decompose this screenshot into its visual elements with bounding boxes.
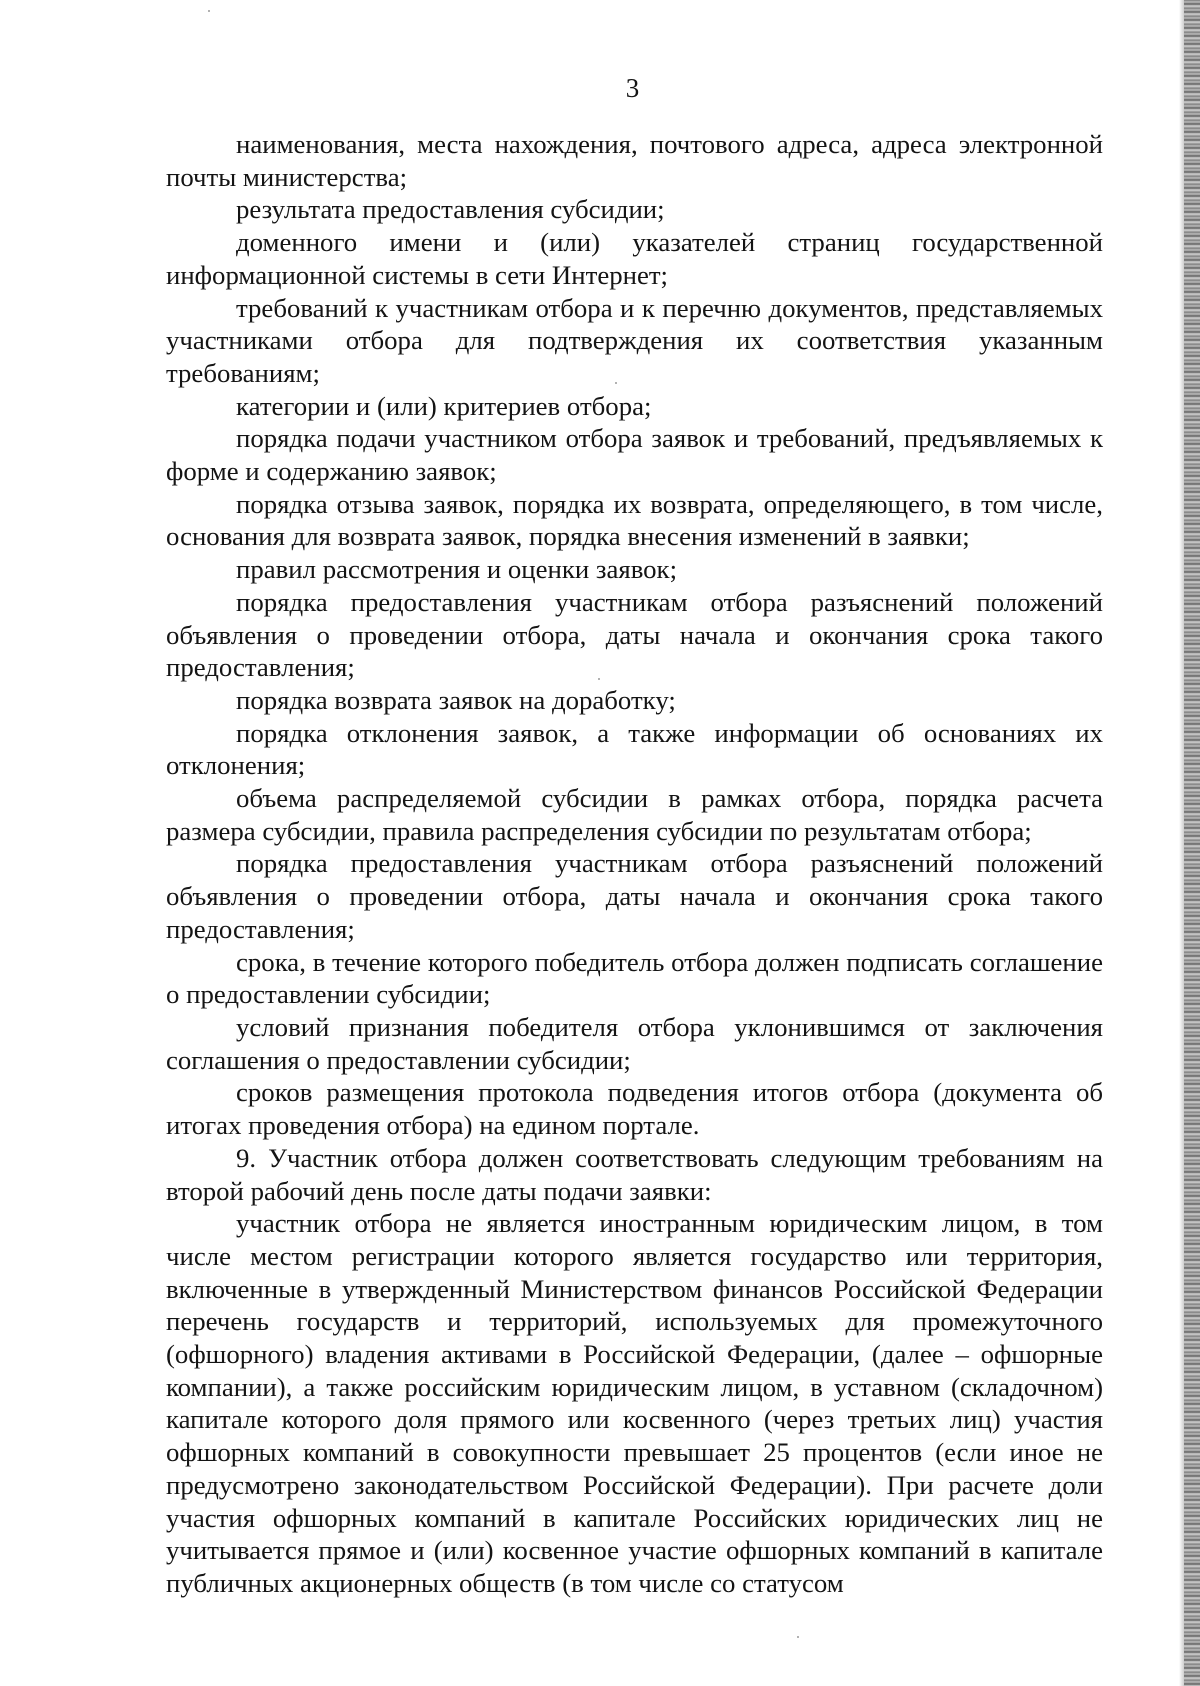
paragraph-14: срока, в течение которого победитель отбора должен подписать соглашение о предоставлении субсидии; xyxy=(166,946,1103,1010)
paragraph-17-section-9: 9. Участник отбора должен соответствовать следующим требованиям на второй рабочий день после даты подачи заявки: xyxy=(166,1142,1103,1206)
paragraph-6: порядка подачи участником отбора заявок и требований, предъявляемых к форме и содержанию заявок; xyxy=(166,423,1103,487)
scan-speck xyxy=(615,382,617,384)
paragraph-2: результата предоставления субсидии; xyxy=(236,194,665,225)
paragraph-8: правил рассмотрения и оценки заявок; xyxy=(236,554,678,585)
scan-speck xyxy=(598,678,600,680)
paragraph-4: требований к участникам отбора и к перечню документов, представляемых участниками отбора для подтверждения их соответствия указанным требованиям; xyxy=(166,292,1103,388)
paragraph-15: условий признания победителя отбора уклонившимся от заключения соглашения о предоставлении субсидии; xyxy=(166,1011,1103,1075)
paragraph-10: порядка возврата заявок на доработку; xyxy=(236,684,676,715)
paragraph-5: категории и (или) критериев отбора; xyxy=(236,390,652,421)
paragraph-12: объема распределяемой субсидии в рамках отбора, порядка расчета размера субсидии, правила распределения субсидии по результатам отбора; xyxy=(166,783,1103,846)
paragraph-9: порядка предоставления участникам отбора разъяснений положений объявления о проведении отбора, даты начала и окончания срока такого предоставления; xyxy=(166,586,1103,683)
paragraph-13: порядка предоставления участникам отбора разъяснений положений объявления о проведении отбора, даты начала и окончания срока такого предоставления; xyxy=(166,848,1103,944)
paragraph-16: сроков размещения протокола подведения итогов отбора (документа об итогах проведения отбора) на едином портале. xyxy=(166,1077,1103,1141)
paragraph-7: порядка отзыва заявок, порядка их возврата, определяющего, в том числе, основания для возврата заявок, порядка внесения изменений в заявки; xyxy=(166,488,1103,552)
paragraph-3: доменного имени и (или) указателей страниц государственной информационной системы в сети Интернет; xyxy=(166,227,1103,290)
paragraph-18: участник отбора не является иностранным юридическим лицом, в том числе местом регистрации которого является государство или территория, включенные в утвержденный Министерством финансов Российской Федерации перечень государств и территорий, используемых для промежуточного (офшорного) владения активами в Российской Федерации, (далее – офшорные компании), а также российским юридическим лицом, в уставном (складочном) капитале которого доля прямого или косвенного (через третьих лиц) участия офшорных компаний в совокупности превышает 25 процентов (если иное не предусмотрено законодательством Российской Федерации). При расчете доли участия офшорных компаний в капитале Российских юридических лиц не учитывается прямое и (или) косвенное участие офшорных компаний в капитале публичных акционерных обществ (в том числе со статусом xyxy=(166,1208,1103,1598)
paragraph-11: порядка отклонения заявок, а также информации об основаниях их отклонения; xyxy=(166,717,1103,781)
document-body xyxy=(166,128,1103,1600)
paragraph-1: наименования, места нахождения, почтового адреса, адреса электронной почты министерства; xyxy=(166,129,1103,192)
scan-speck xyxy=(208,10,210,12)
scan-speck xyxy=(797,1636,799,1638)
scanned-page-edge xyxy=(1184,0,1200,1686)
page-number: 3 xyxy=(625,73,640,103)
